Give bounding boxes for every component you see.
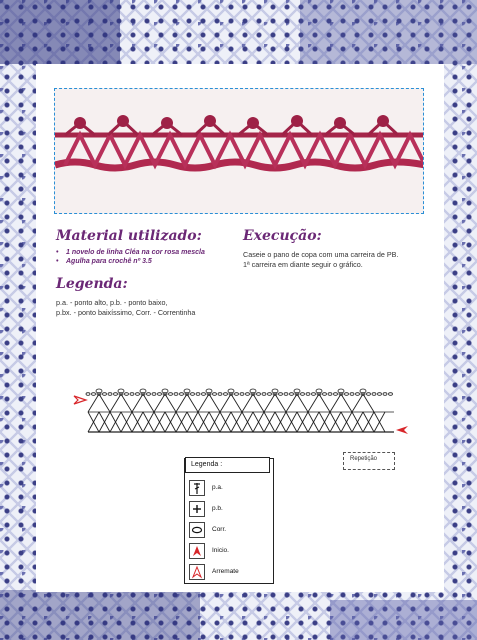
legend-item: Corr.	[185, 521, 273, 541]
legend-item: Inicio.	[185, 542, 273, 562]
material-title: Material utilizado:	[56, 228, 202, 244]
crochet-chart-diagram	[36, 382, 444, 462]
crochet-photo	[54, 88, 424, 214]
repeat-label: Repetição	[350, 456, 378, 462]
execucao-line: 1ª carreira em diante seguir o gráfico.	[243, 260, 363, 269]
legenda-title: Legenda:	[56, 276, 128, 292]
crochet-edging-image	[55, 89, 424, 214]
execucao-line: Caseie o pano de copa com uma carreira de PB.	[243, 250, 399, 259]
plus-icon	[189, 501, 205, 517]
material-list	[56, 248, 205, 266]
end-arrow-icon	[396, 426, 408, 434]
list-item: • 1 novelo de linha Cléa na cor rosa mescla	[56, 249, 205, 256]
legend-item: p.b.	[185, 500, 273, 520]
list-item: • Agulha para crochê nº 3.5	[56, 258, 152, 265]
border-pattern-patch	[0, 0, 120, 64]
border-pattern-patch	[330, 600, 477, 640]
border-pattern-patch	[300, 0, 477, 64]
end-arrow-icon	[189, 564, 205, 580]
start-arrow-icon	[74, 396, 86, 404]
execucao-text	[243, 250, 433, 270]
legenda-line: p.a. - ponto alto, p.b. - ponto baixo,	[56, 298, 168, 307]
repeat-indicator	[343, 452, 395, 470]
border-pattern-patch	[0, 590, 200, 640]
legend-item: p.a.	[185, 479, 273, 499]
execucao-title: Execução:	[243, 228, 322, 244]
tall-stitch-icon	[189, 480, 205, 496]
chain-oval-icon	[189, 522, 205, 538]
start-arrow-icon	[189, 543, 205, 559]
legenda-text	[56, 298, 195, 318]
legenda-line: p.bx. - ponto baixíssimo, Corr. - Correntinha	[56, 308, 196, 317]
page-sheet	[36, 64, 444, 592]
chart-legend	[184, 458, 274, 584]
legend-item: Arremate	[185, 563, 273, 583]
legend-title: Legenda :	[185, 457, 270, 473]
